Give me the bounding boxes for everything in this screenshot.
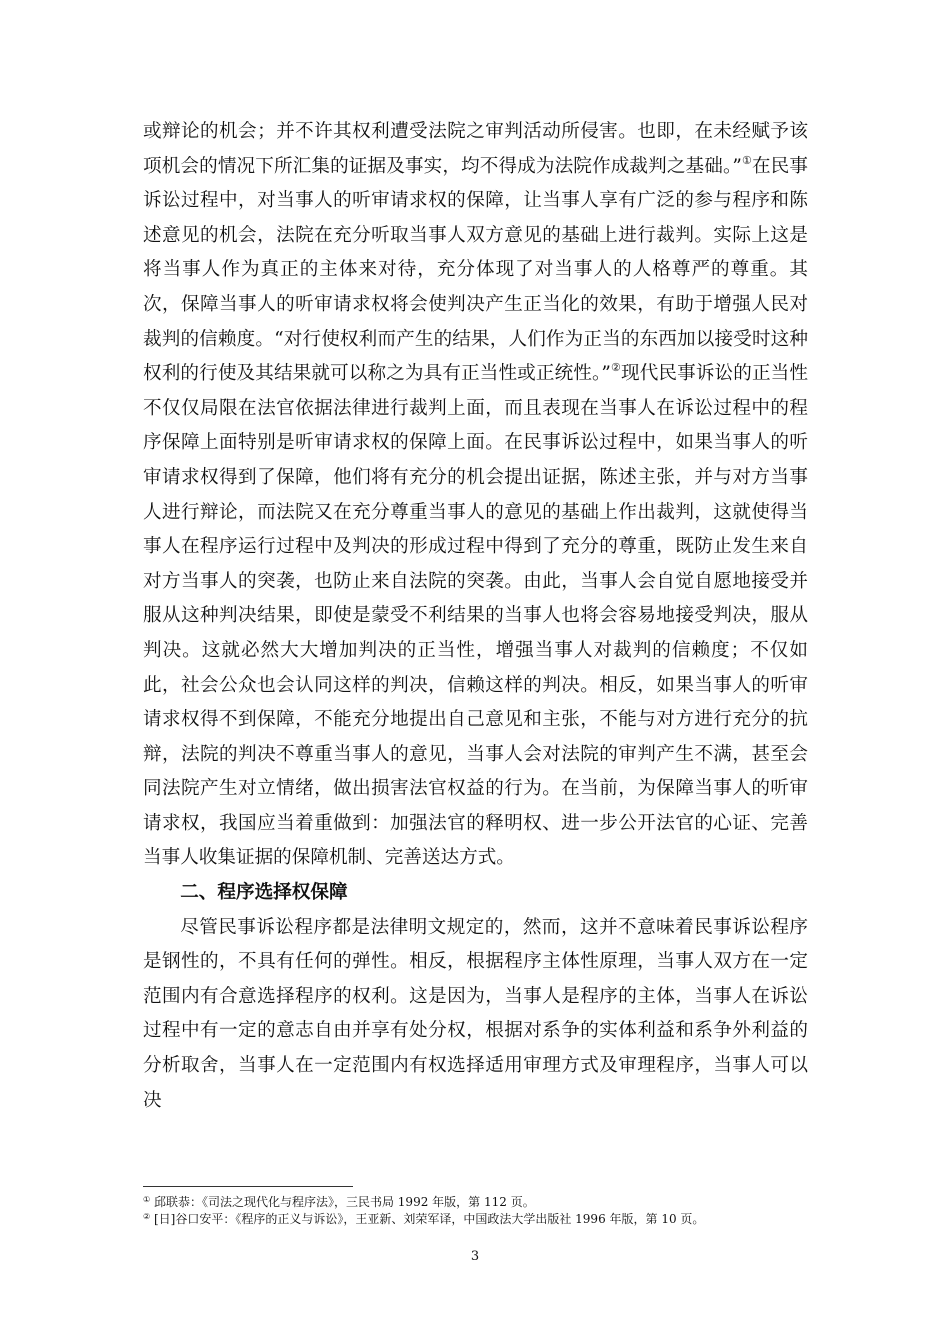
footnote-ref-2[interactable]: ② — [610, 361, 621, 375]
footnote-2-mark: ② — [143, 1212, 151, 1221]
footnote-2 — [143, 1211, 823, 1228]
footnote-2-text: [日]谷口安平：《程序的正义与诉讼》，王亚新、刘荣军译，中国政法大学出版社 1996 年版，第 10 页。 — [150, 1212, 705, 1226]
section-heading: 二、程序选择权保障 — [180, 882, 348, 904]
footnote-ref-1[interactable]: ① — [741, 153, 752, 167]
footnotes — [143, 1194, 823, 1228]
paragraph-1-text-b: 在民事诉讼过程中，对当事人的听审请求权的保障，让当事人享有广泛的参与程序和陈述意见的机会，法院在充分听取当事人双方意见的基础上进行裁判。实际上这是将当事人作为真正的主体来对待，充分体现了对当事人的人格尊严的尊重。其次，保障当事人的听审请求权将会使判决产生正当化的效果，有助于增强人民对裁判的信赖度。“对行使权利而产生的结果，人们作为正当的东西加以接受时这种权利的行使及其结果就可以称之为具有正当性或正统性。” — [143, 155, 808, 385]
paragraph-1-text-a: 或辩论的机会；并不许其权利遭受法院之审判活动所侵害。也即，在未经赋予该项机会的情况下所汇集的证据及事实，均不得成为法院作成裁判之基础。” — [143, 121, 808, 177]
paragraph-1-text-c: 现代民事诉讼的正当性不仅仅局限在法官依据法律进行裁判上面，而且表现在当事人在诉讼过程中的程序保障上面特别是听审请求权的保障上面。在民事诉讼过程中，如果当事人的听审请求权得到了保障，他们将有充分的机会提出证据，陈述主张，并与对方当事人进行辩论，而法院又在充分尊重当事人的意见的基础上作出裁判，这就使得当事人在程序运行过程中及判决的形成过程中得到了充分的尊重，既防止发生来自对方当事人的突袭，也防止来自法院的突袭。由此，当事人会自觉自愿地接受并服从这种判决结果，即使是蒙受不利结果的当事人也将会容易地接受判决，服从判决。这就必然大大增加判决的正当性，增强当事人对裁判的信赖度；不仅如此，社会公众也会认同这样的判决，信赖这样的判决。相反，如果当事人的听审请求权得不到保障，不能充分地提出自己意见和主张，不能与对方进行充分的抗辩，法院的判决不尊重当事人的意见，当事人会对法院的审判产生不满，甚至会同法院产生对立情绪，做出损害法官权益的行为。在当前，为保障当事人的听审请求权，我国应当着重做到：加强法官的释明权、进一步公开法官的心证、完善当事人收集证据的保障机制、完善送达方式。 — [143, 363, 808, 869]
body-text — [143, 115, 808, 1118]
footnote-1-mark: ① — [143, 1195, 151, 1204]
paragraph-2: 尽管民事诉讼程序都是法律明文规定的，然而，这并不意味着民事诉讼程序是钢性的，不具有任何的弹性。相反，根据程序主体性原理，当事人双方在一定范围内有合意选择程序的权利。这是因为，当事人是程序的主体，当事人在诉讼过程中有一定的意志自由并享有处分权，根据对系争的实体利益和系争外利益的分析取舍，当事人在一定范围内有权选择适用审理方式及审理程序，当事人可以决 — [143, 916, 808, 1111]
paragraph-1 — [143, 115, 808, 876]
footnote-1 — [143, 1194, 823, 1211]
footnote-1-text: 邱联恭：《司法之现代化与程序法》，三民书局 1992 年版，第 112 页。 — [150, 1195, 535, 1209]
footnote-separator — [143, 1186, 353, 1187]
page-number: 3 — [470, 1249, 480, 1264]
